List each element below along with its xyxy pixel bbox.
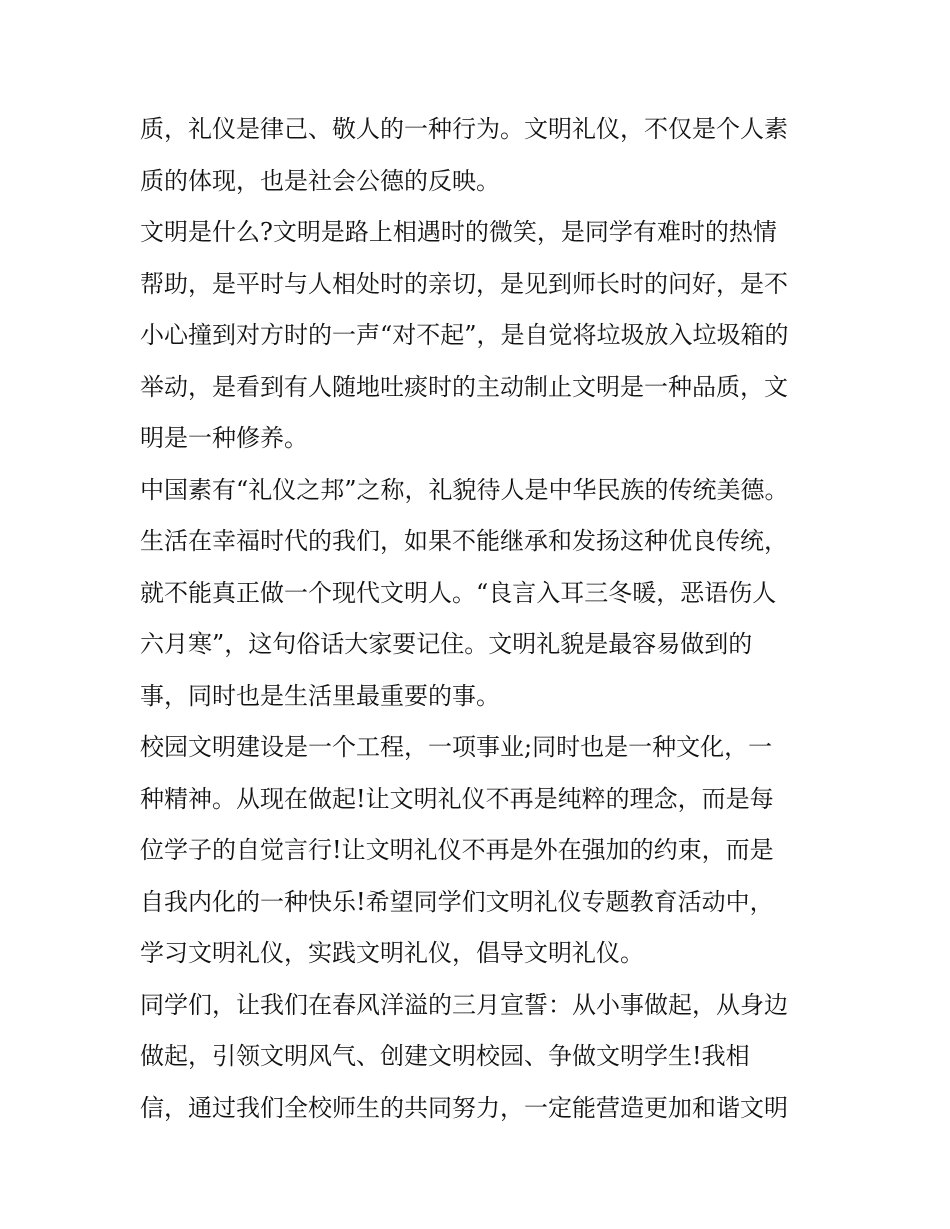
text-line: 六月寒”，这句俗话大家要记住。文明礼貌是最容易做到的 [140, 630, 753, 658]
text-line: 文明是什么?文明是路上相遇时的微笑，是同学有难时的热情 [140, 218, 777, 246]
body-text [140, 104, 840, 1134]
text-line: 中国素有“礼仪之邦”之称，礼貌待人是中华民族的传统美德。 [140, 475, 789, 504]
text-line: 明是一种修养。 [140, 424, 308, 452]
text-line: 信，通过我们全校师生的共同努力，一定能营造更加和谐文明 [140, 1093, 788, 1122]
text-line: 质，礼仪是律己、敬人的一种行为。文明礼仪，不仅是个人素 [140, 115, 788, 143]
text-line: 小心撞到对方时的一声“对不起”，是自觉将垃圾放入垃圾箱的 [140, 321, 789, 349]
text-line: 事，同时也是生活里最重要的事。 [140, 681, 500, 710]
text-line: 就不能真正做一个现代文明人。“良言入耳三冬暖，恶语伤人 [140, 578, 777, 607]
text-line: 质的体现，也是社会公德的反映。 [140, 166, 500, 195]
text-line: 学习文明礼仪，实践文明礼仪，倡导文明礼仪。 [140, 939, 644, 967]
text-line: 帮助，是平时与人相处时的亲切，是见到师长时的问好，是不 [140, 269, 788, 298]
text-line: 举动，是看到有人随地吐痰时的主动制止文明是一种品质，文 [140, 372, 788, 401]
text-line: 校园文明建设是一个工程，一项事业;同时也是一种文化，一 [140, 733, 773, 761]
text-line: 位学子的自觉言行!让文明礼仪不再是外在强加的约束，而是 [140, 836, 774, 864]
text-line: 生活在幸福时代的我们，如果不能继承和发扬这种优良传统， [140, 527, 788, 555]
text-line: 种精神。从现在做起!让文明礼仪不再是纯粹的理念，而是每 [140, 784, 774, 813]
text-line: 做起，引领文明风气、创建文明校园、争做文明学生!我相 [140, 1042, 750, 1070]
text-line: 同学们，让我们在春风洋溢的三月宣誓：从小事做起，从身边 [140, 990, 788, 1019]
text-line: 自我内化的一种快乐!希望同学们文明礼仪专题教育活动中， [140, 887, 774, 916]
